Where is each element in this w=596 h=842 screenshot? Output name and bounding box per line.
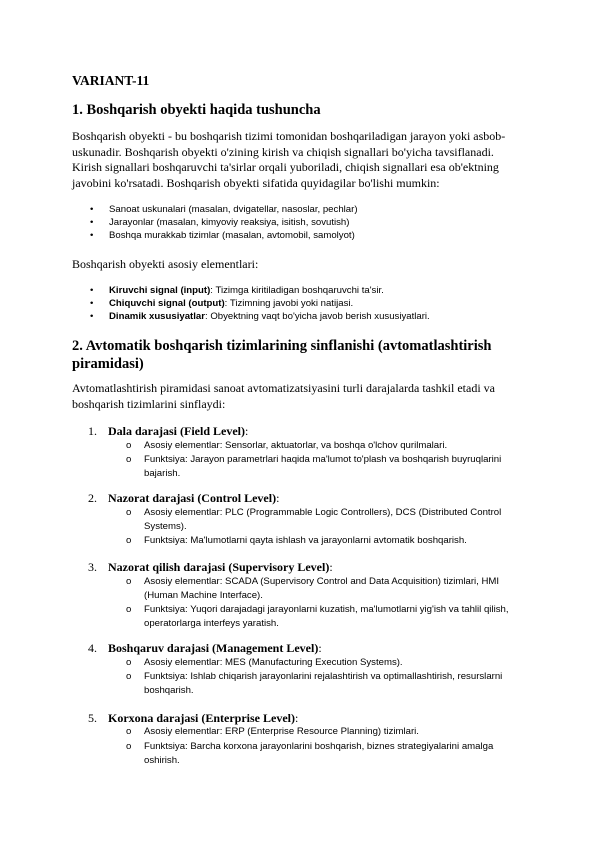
circle-bullet-icon: o	[126, 657, 132, 668]
element-term: Chiquvchi signal (output)	[109, 298, 225, 309]
element-term: Dinamik xususiyatlar	[109, 311, 205, 322]
circle-bullet-icon: o	[126, 535, 132, 546]
level-title: Nazorat darajasi (Control Level)	[108, 491, 277, 505]
elements-intro: Boshqarish obyekti asosiy elementlari:	[72, 257, 259, 271]
level-number: 1.	[88, 424, 97, 438]
section2-heading: 2. Avtomatik boshqarish tizimlarining sinflanishi (avtomatlashtirish piramidasi)	[72, 338, 492, 372]
circle-bullet-icon: o	[126, 726, 132, 737]
section2-intro: Avtomatlashtirish piramidasi sanoat avtomatizatsiyasini turli darajalarda tashkil etadi va boshqarish tizimlarini sinflaydi:	[72, 381, 495, 411]
circle-bullet-icon: o	[126, 671, 132, 682]
level-title: Boshqaruv darajasi (Management Level)	[108, 641, 319, 655]
level-title: Korxona darajasi (Enterprise Level)	[108, 711, 295, 725]
section1-intro: Boshqarish obyekti - bu boshqarish tizimi tomonidan boshqariladigan jarayon yoki asbob-uskunadir. Boshqarish obyekti o'zining kirish va chiqish signallari bo'yicha tavsiflanadi. Kirish signallari boshqaruvchi ta'sirlar orqali yuboriladi, chiqish signallari esa ob'ektning javobini ko'rsatadi. Boshqarish obyekti sifatida quyidagilar bo'lishi mumkin:	[72, 129, 506, 190]
example-text: Jarayonlar (masalan, kimyoviy reaksiya, isitish, sovutish)	[109, 217, 350, 228]
bullet-icon: •	[90, 298, 94, 309]
circle-bullet-icon: o	[126, 576, 132, 587]
level-number: 3.	[88, 560, 97, 574]
circle-bullet-icon: o	[126, 507, 132, 518]
bullet-icon: •	[90, 230, 94, 241]
element-desc: : Obyektning vaqt bo'yicha javob berish xususiyatlari.	[204, 311, 430, 322]
circle-bullet-icon: o	[126, 604, 132, 615]
level-number: 5.	[88, 711, 97, 725]
element-desc: : Tizimga kiritiladigan boshqaruvchi ta'sir.	[210, 285, 384, 296]
bullet-icon: •	[90, 217, 94, 228]
circle-bullet-icon: o	[126, 454, 132, 465]
example-text: Boshqa murakkab tizimlar (masalan, avtomobil, samolyot)	[109, 230, 355, 241]
element-term: Kiruvchi signal (input)	[109, 285, 211, 296]
example-text: Sanoat uskunalari (masalan, dvigatellar, nasoslar, pechlar)	[109, 204, 358, 215]
level-title: Dala darajasi (Field Level)	[108, 424, 245, 438]
level-title: Nazorat qilish darajasi (Supervisory Level)	[108, 560, 330, 574]
level-number: 4.	[88, 641, 97, 655]
variant-title: VARIANT-11	[72, 73, 150, 88]
circle-bullet-icon: o	[126, 741, 132, 752]
bullet-icon: •	[90, 204, 94, 215]
circle-bullet-icon: o	[126, 440, 132, 451]
bullet-icon: •	[90, 311, 94, 322]
element-desc: : Tizimning javobi yoki natijasi.	[224, 298, 354, 309]
bullet-icon: •	[90, 285, 94, 296]
section1-heading: 1. Boshqarish obyekti haqida tushuncha	[72, 102, 321, 118]
level-number: 2.	[88, 491, 97, 505]
document-page: VARIANT-11 1. Boshqarish obyekti haqida tushuncha Boshqarish obyekti - bu boshqarish tizimi tomonidan boshqariladigan jarayon yoki asbob-uskunadir. Boshqarish obyekti o'zining kirish va chiqish signallari bo'yicha tavsiflanadi. Kirish signallari boshqaruvchi ta'sirlar orqali yuboriladi, chiqish signallari esa ob'ektning javobini ko'rsatadi. Boshqarish obyekti sifatida quyidagilar bo'lishi mumkin: • Sanoat uskunalari (masalan, dvigatellar, nasoslar, pechlar) • Jarayonlar (masalan, kimyoviy reaksiya, isitish, sovutish) • Boshqa murakkab tizimlar (masalan, avtomobil, samolyot) Boshqarish obyekti asosiy elementlari: • Kiruvchi signal (input): Tizimga kiritiladigan boshqaruvchi ta'sir. • Chiquvchi signal (output): Tizimning javobi yoki natijasi. • Dinamik xususiyatlar: Obyektning vaqt bo'yicha javob berish xususiyatlari. 2. Avtomatik boshqarish tizimlarining sinflanishi (avtomatlashtirish piramidasi) Avtomatlashtirish piramidasi sanoat avtomatizatsiyasini turli darajalarda tashkil etadi va boshqarish tizimlarini sinflaydi: 1. Dala darajasi (Field Level): o Asosiy elementlar: Sensorlar, aktuatorlar, va boshqa o'lchov qurilmalari. o Funktsiya: Jarayon parametrlari haqida ma'lumot to'plash va boshqarish buyruqlarini bajarish. 2. Nazorat darajasi (Control Level): o Asosiy elementlar: PLC (Programmable Logic Controllers), DCS (Distributed Control Systems). o Funktsiya: Ma'lumotlarni qayta ishlash va jarayonlarni avtomatik boshqarish. 3. Nazorat qilish darajasi (Supervisory Level): o Asosiy elementlar: SCADA (Supervisory Control and Data Acquisition) tizimlari, HMI (Human Machine Interface). o Funktsiya: Yuqori darajadagi jarayonlarni kuzatish, ma'lumotlarni yig'ish va tahlil qilish, operatorlarga interfeys yaratish. 4. Boshqaruv darajasi (Management Level): o Asosiy elementlar: MES (Manufacturing Execution Systems). o Funktsiya: Ishlab chiqarish jarayonlarini rejalashtirish va optimallashtirish, resurslarni boshqarish. 5. Korxona darajasi (Enterprise Level): o Asosiy elementlar: ERP (Enterprise Resource Planning) tizimlari. o Funktsiya: Barcha korxona jarayonlarini boshqarish, biznes strategiyalarini amalga oshirish.	[0, 0, 596, 842]
